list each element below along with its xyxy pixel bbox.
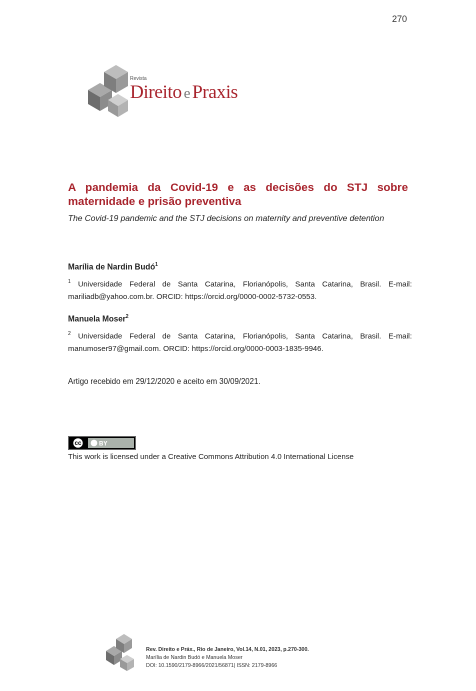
logo-brand-main: Direito xyxy=(130,82,182,103)
affiliation-marker: 2 xyxy=(68,331,71,337)
page-number: 270 xyxy=(392,14,408,24)
footer-doi: DOI: 10.1590/2179-8966/2021/56871| ISSN: 2179-8966 xyxy=(146,663,278,669)
footer-logo-icon xyxy=(104,633,142,673)
by-badge-text: BY xyxy=(99,441,108,448)
author-marker: 2 xyxy=(125,314,129,320)
cc-badge-text: cc xyxy=(74,441,82,448)
logo-brand-connector: e xyxy=(183,86,191,102)
author-affiliation xyxy=(68,276,412,303)
logo-brand-text xyxy=(130,82,238,104)
logo-small-label: Revista xyxy=(130,76,147,82)
cc-by-license-badge[interactable] xyxy=(68,436,136,450)
author-name-text: Manuela Moser xyxy=(68,314,126,324)
author-name xyxy=(68,314,129,324)
article-title: A pandemia da Covid-19 e as decisões do STJ sobre maternidade e prisão preventiva xyxy=(68,182,408,208)
footer-authors: Marília de Nardin Budó e Manuela Moser xyxy=(146,655,243,661)
page-footer xyxy=(146,646,309,670)
article-subtitle: The Covid-19 pandemic and the STJ decisions on maternity and preventive detention xyxy=(68,213,385,223)
logo-brand-second: Praxis xyxy=(192,82,238,103)
author-affiliation xyxy=(68,328,412,355)
author-name xyxy=(68,262,158,272)
affiliation-text: Universidade Federal de Santa Catarina, Florianópolis, Santa Catarina, Brasil. E-mail: mariliadb@yahoo.com.br. ORCID: https://orcid.org/0000-0002-5732-0553. xyxy=(68,279,412,301)
affiliation-text: Universidade Federal de Santa Catarina, Florianópolis, Santa Catarina, Brasil. E-mail: manumoser97@gmail.com. ORCID: https://orcid.org/0000-0003-1835-9946. xyxy=(68,331,412,353)
license-text: This work is licensed under a Creative Commons Attribution 4.0 International License xyxy=(68,452,354,461)
author-marker: 1 xyxy=(155,262,158,268)
author-name-text: Marília de Nardin Budó xyxy=(68,262,156,272)
affiliation-marker: 1 xyxy=(68,279,71,285)
footer-citation: Rev. Direito e Práx., Rio de Janeiro, Vol.14, N.01, 2023, p.270-300. xyxy=(146,647,309,653)
received-date: Artigo recebido em 29/12/2020 e aceito em 30/09/2021. xyxy=(68,377,261,386)
